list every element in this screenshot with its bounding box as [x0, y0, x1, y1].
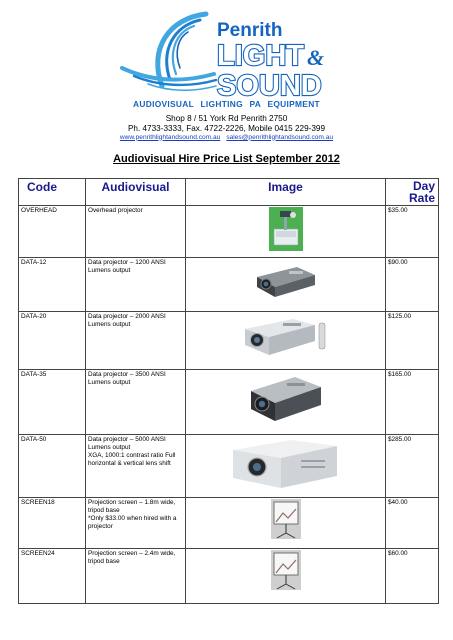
item-image-cell: [186, 435, 386, 498]
phone-numbers: Ph. 4733-3333, Fax. 4722-2226, Mobile 0415 229-399: [127, 124, 326, 133]
item-code: DATA-20: [19, 312, 86, 370]
item-description: Projection screen – 2.4m wide, tripod base: [86, 549, 186, 604]
item-description-extra: *Only $33.00 when hired with a projector: [88, 515, 177, 530]
image-header: Image: [186, 179, 386, 206]
table-row: [19, 206, 439, 258]
table-header-row: [19, 179, 439, 206]
item-description: Data projector – 2000 ANSI Lumens output: [86, 312, 186, 370]
brand-name-line1: Penrith: [217, 20, 283, 41]
table-row: [19, 312, 439, 370]
item-image-cell: [186, 206, 386, 258]
item-code: DATA-50: [19, 435, 86, 498]
table-row: [19, 258, 439, 312]
item-description: Data projector – 1200 ANSI Lumens output: [86, 258, 186, 312]
item-description-cell: [86, 498, 186, 549]
item-rate: $40.00: [386, 498, 439, 549]
item-rate: $285.00: [386, 435, 439, 498]
document-title: Audiovisual Hire Price List September 2012: [113, 153, 340, 165]
brand-ampersand: &: [307, 45, 325, 70]
item-description: Data projector – 3500 ANSI Lumens output: [86, 370, 186, 435]
table-row: [19, 549, 439, 604]
day-rate-header: [386, 179, 439, 206]
item-code: DATA-12: [19, 258, 86, 312]
data-projector-photo: [231, 436, 341, 492]
item-image-cell: [186, 498, 386, 549]
price-table: [18, 178, 439, 604]
item-rate: $165.00: [386, 370, 439, 435]
website-link[interactable]: www.penrithlightandsound.com.au: [119, 133, 221, 141]
item-rate: $60.00: [386, 549, 439, 604]
audiovisual-header: Audiovisual: [86, 179, 186, 206]
item-image-cell: [186, 258, 386, 312]
item-description: Data projector – 5000 ANSI Lumens output: [88, 436, 166, 451]
contact-links: [0, 134, 453, 141]
item-rate: $90.00: [386, 258, 439, 312]
brand-tagline: AUDIOVISUAL LIGHTING PA EQUIPMENT: [133, 99, 320, 109]
email-link[interactable]: sales@penrithlightandsound.com.au: [226, 133, 334, 141]
item-code: SCREEN24: [19, 549, 86, 604]
code-header: Code: [19, 179, 86, 206]
company-logo: [118, 8, 338, 104]
data-projector-photo: [253, 259, 319, 301]
data-projector-photo: [243, 313, 329, 359]
item-code: DATA-35: [19, 370, 86, 435]
rate-header-line2: Rate: [408, 191, 435, 205]
table-row: [19, 498, 439, 549]
item-code: OVERHEAD: [19, 206, 86, 258]
item-code: SCREEN18: [19, 498, 86, 549]
tripod-screen-photo: [271, 499, 301, 539]
item-description: Overhead projector: [86, 206, 186, 258]
item-image-cell: [186, 312, 386, 370]
shop-address: Shop 8 / 51 York Rd Penrith 2750: [165, 114, 288, 123]
item-image-cell: [186, 370, 386, 435]
swoosh-logo-icon: [118, 8, 338, 104]
item-description-extra: XGA, 1000:1 contrast ratio Full horizontal & vertical lens shift: [88, 452, 176, 467]
item-rate: $125.00: [386, 312, 439, 370]
table-row: [19, 435, 439, 498]
rate-header-line1: Day: [412, 179, 435, 193]
item-rate: $35.00: [386, 206, 439, 258]
item-description: Projection screen – 1.8m wide, tripod base: [88, 499, 176, 514]
data-projector-photo: [247, 371, 325, 425]
overhead-projector-photo: [269, 207, 303, 251]
item-description-cell: [86, 435, 186, 498]
brand-name-line3: SOUND: [217, 70, 322, 102]
table-row: [19, 370, 439, 435]
tripod-screen-photo: [271, 550, 301, 590]
brand-name-line2: LIGHT: [217, 40, 304, 72]
item-image-cell: [186, 549, 386, 604]
